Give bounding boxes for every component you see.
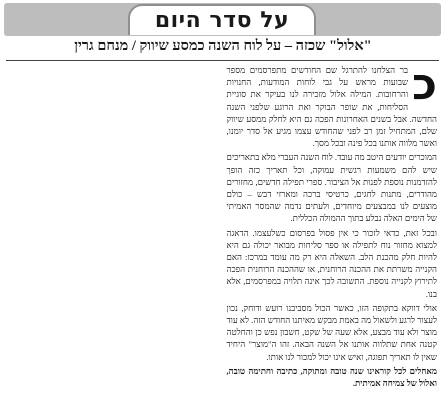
article-body [7,64,437,404]
headline-divider [6,60,439,61]
article-paragraph: ובכל זאת, כדאי לזכור כי אין פסול בפרסום כשלעצמו. הדאגה למצוא מחזור נוח לתפילה או ספר סליחות מבואר יכולה גם היא להיות חלק מהכנת הלב. השאלה היא רק מה עומד במרכז: האם הקנייה משרתת את ההכנה הרוחנית, או שההכנה הרוחנית הפכה לתירוץ לקנייה נוספת. התשובה לכך אינה תלויה במפרסמים, אלא בנו. [226,227,437,299]
section-header-tab [128,4,316,35]
section-title: על סדר היום [154,8,290,33]
article-headline: "אלול" שכזה – על לוח השנה כמסע שיווק / מנחם גרין [74,38,372,54]
article-paragraph [227,64,438,149]
article-paragraph: המוכרים יודעים היטב מה עובד. לוח השנה העברי מלא בתאריכים שיש להם משמעות רגשית עמוקה, וכל תאריך כזה הופך להזדמנות נוספת לפנות אל הציבור. ספרי תפילה חדשים, מחזורים מהודרים, מתנות לחגים, כרטיסי ברכה ומארזי דבש – כולם מוצעים לנו במבצעים מיוחדים, ולעתים נדמה שהמסר האמיתי של הימים האלה נבלע בתוך ההמולה הכללית. [226,152,437,224]
paragraph-text: בר הצלחנו להתרגל שם החודשים מתפרסמים מספר שבועות מראש על גבי לוחות המודעות, החנויות והרחובות. המילה אלול מזכירה לנו בעיקר את סוגיית הסליחות, את שופר הבוקר ואת הרוגע שלפני השנה החדשה. אבל בשנים האחרונות הפכה גם היא לחלק ממסע שיווק שלם, המתחיל זמן רב לפני שהחודש עצמו מגיע אל סדר יומנו, ואשר מלווה אותנו בכל פינה ובכל מסך. [226,65,437,149]
article-paragraph: מאחלים לכל קוראינו שנה טובה ומתוקה, כתיבה וחתימה טובה, ואלול של צמיחה אמיתית. [226,365,437,389]
drop-cap: כ [412,64,437,110]
article-paragraph: אולי דווקא בתקופה הזו, כאשר הכול מסביבנו רועש ודוחק, נכון לעצור לרגע ולשאול מה באמת מבקש מאיתנו החודש הזה. לא עוד מוצר ולא עוד מבצע, אלא שעה של שקט, חשבון נפש כן והחלטה קטנה אחת שתלווה אותנו אל השנה הבאה. זהו ה"מוצר" היחיד שאין לו תאריך תפוגה, ואיש אינו יכול למכור לנו אותו. [226,302,437,362]
